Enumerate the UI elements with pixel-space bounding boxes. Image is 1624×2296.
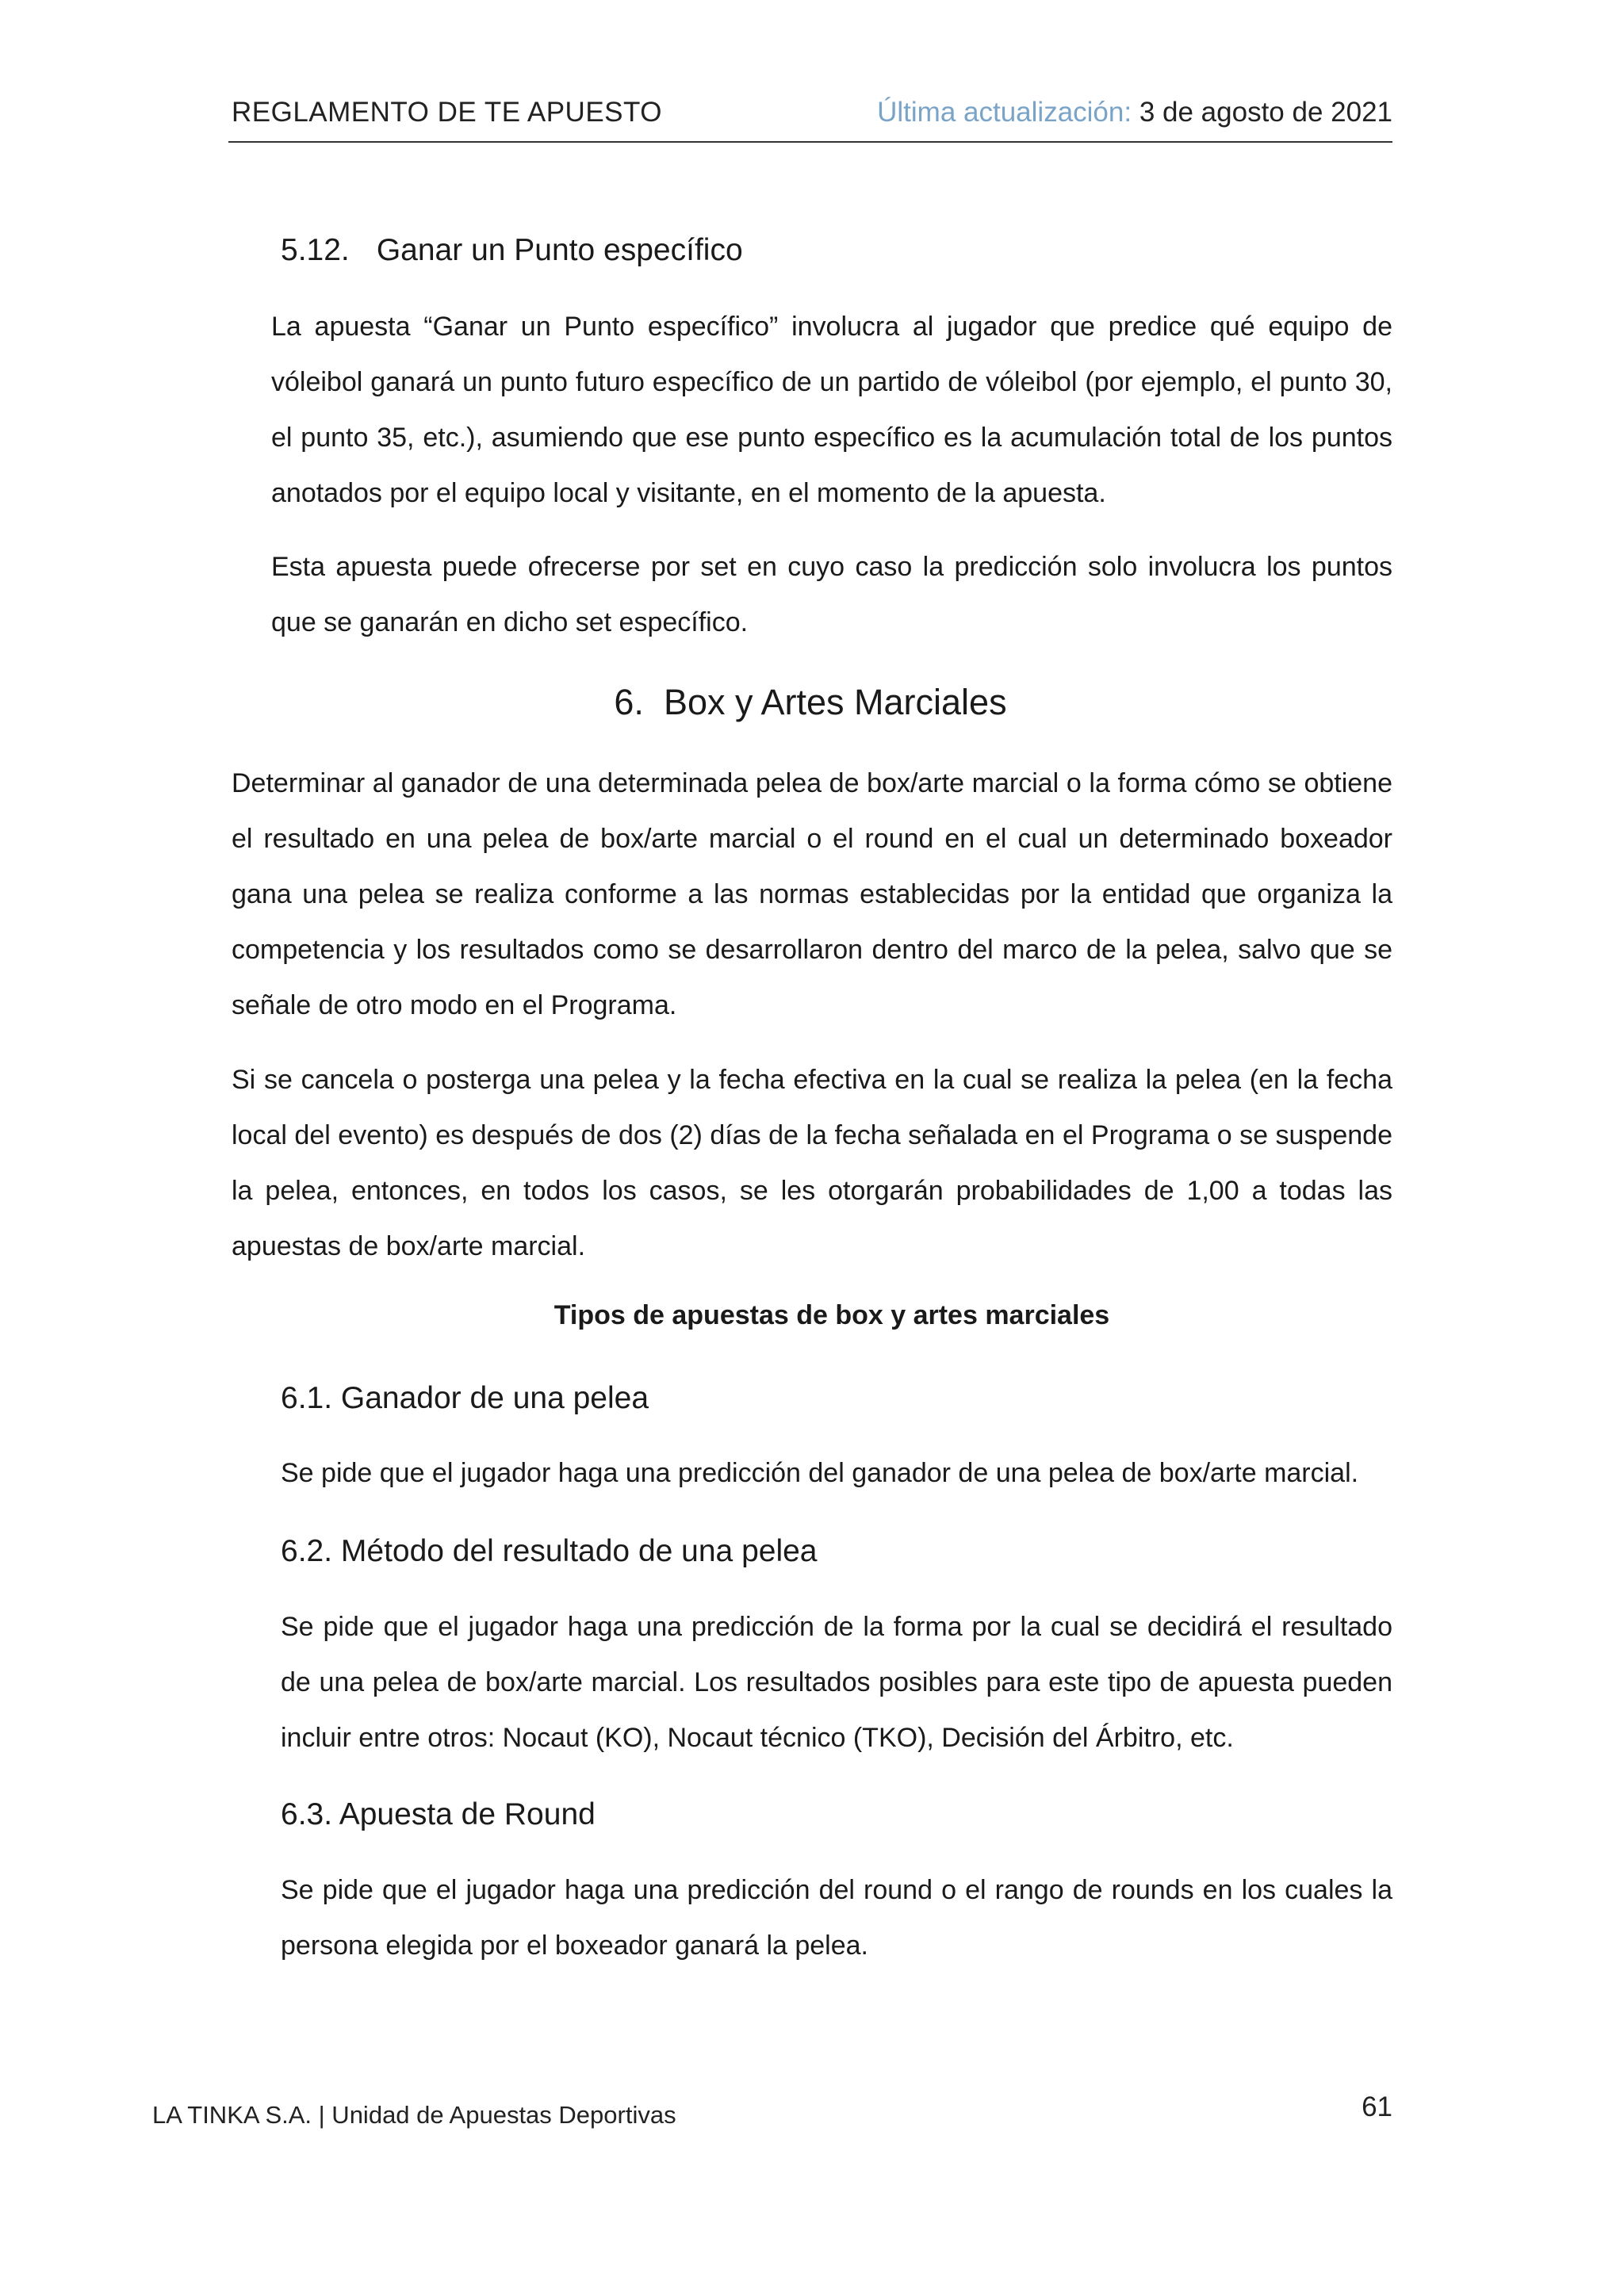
section-6-title: 6. Box y Artes Marciales: [614, 682, 1007, 722]
section-6-paragraph-1: Determinar al ganador de una determinada pelea de box/arte marcial o la forma cómo se obtiene el resultado en una pelea de box/arte marcial o el round en el cual un determinado boxeador gana una pelea se realiza conforme a las normas establecidas por la entidad que organiza la competencia y los resultados como se desarrollaron dentro del marco de la pelea, salvo que se señale de otro modo en el Programa.: [232, 768, 1392, 1020]
section-6-subheading: [0, 1300, 1624, 1331]
section-5-12-paragraph-1: La apuesta “Ganar un Punto específico” involucra al jugador que predice qué equipo de vóleibol ganará un punto futuro específico de un partido de vóleibol (por ejemplo, el punto 30, el punto 35, etc.), asumiendo que ese punto específico es la acumulación total de los puntos anotados por el equipo local y visitante, en el momento de la apuesta.: [271, 312, 1392, 508]
footer-organization: LA TINKA S.A. | Unidad de Apuestas Deportivas: [152, 2101, 676, 2129]
footer-page-number: 61: [1362, 2091, 1392, 2122]
section-6-1-paragraph: Se pide que el jugador haga una predicción del ganador de una pelea de box/arte marcial.: [281, 1458, 1359, 1488]
section-6-2-paragraph: Se pide que el jugador haga una predicción de la forma por la cual se decidirá el resultado de una pelea de box/arte marcial. Los resultados posibles para este tipo de apuesta pueden incluir entre otros: Nocaut (KO), Nocaut técnico (TKO), Decisión del Árbitro, etc.: [281, 1612, 1392, 1753]
section-5-12-number: 5.12.: [281, 233, 350, 267]
header-updated-label: Última actualización:: [877, 97, 1132, 128]
section-6-3-paragraph: Se pide que el jugador haga una predicción del round o el rango de rounds en los cuales la persona elegida por el boxeador ganará la pelea.: [281, 1875, 1392, 1961]
header-title: REGLAMENTO DE TE APUESTO: [232, 97, 662, 128]
header-divider: [228, 141, 1392, 143]
section-6-paragraph-2: Si se cancela o posterga una pelea y la fecha efectiva en la cual se realiza la pelea (en la fecha local del evento) es después de dos (2) días de la fecha señalada en el Programa o se suspende la pelea, entonces, en todos los casos, se les otorgarán probabilidades de 1,00 a todas las apuestas de box/arte marcial.: [232, 1065, 1392, 1261]
section-6-subheading-text: Tipos de apuestas de box y artes marciales: [553, 1300, 1110, 1330]
section-5-12-title: Ganar un Punto específico: [376, 233, 743, 267]
section-6-3-heading: 6.3. Apuesta de Round: [281, 1797, 596, 1831]
section-5-12-paragraph-2: Esta apuesta puede ofrecerse por set en cuyo caso la predicción solo involucra los puntos que se ganarán en dicho set específico.: [271, 552, 1392, 637]
header-updated-date: 3 de agosto de 2021: [1139, 97, 1392, 128]
header-updated: [877, 97, 1392, 128]
section-6-2-heading: 6.2. Método del resultado de una pelea: [281, 1534, 818, 1568]
section-5-12-heading: [281, 233, 743, 268]
section-6-1-heading: 6.1. Ganador de una pelea: [281, 1381, 649, 1415]
section-6-heading: [0, 682, 1624, 723]
